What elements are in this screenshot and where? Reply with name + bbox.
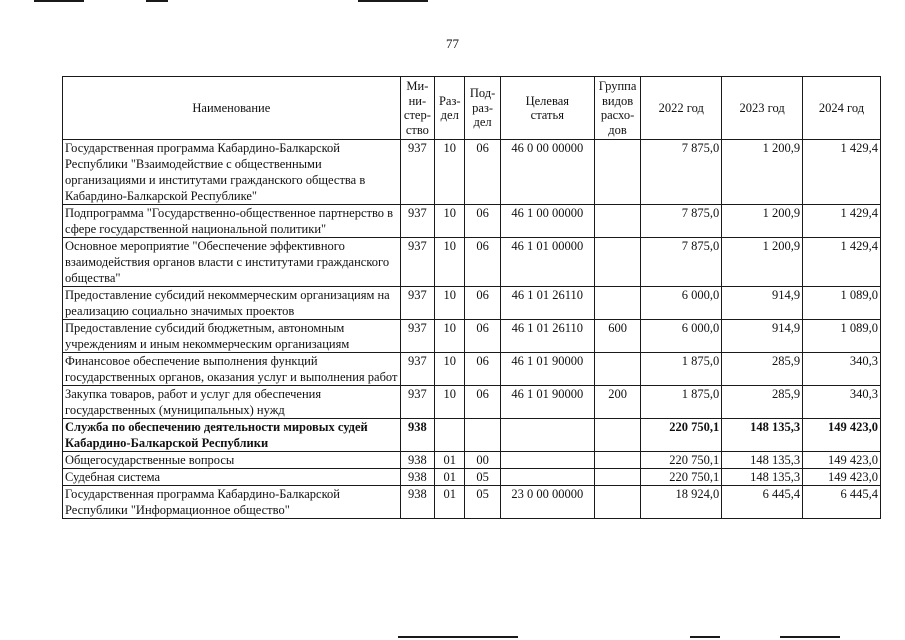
cell-subsection	[465, 419, 500, 452]
cell-name: Общегосударственные вопросы	[63, 452, 401, 469]
cell-subsection: 06	[465, 287, 500, 320]
header-ministry	[400, 77, 434, 140]
table-row	[63, 486, 881, 519]
cell-target: 46 1 01 00000	[500, 238, 594, 287]
cell-ministry: 937	[400, 287, 434, 320]
cell-ministry: 937	[400, 353, 434, 386]
header-name-label: Наименование	[192, 100, 271, 115]
cell-y2022: 7 875,0	[641, 205, 722, 238]
cell-target	[500, 452, 594, 469]
cell-name: Финансовое обеспечение выполнения функций государственных органов, оказания услуг и выполнения работ	[63, 353, 401, 386]
cell-y2022: 1 875,0	[641, 353, 722, 386]
header-subsection	[465, 77, 500, 140]
scan-artifact-line	[358, 0, 428, 2]
cell-subsection: 06	[465, 353, 500, 386]
cell-y2022: 6 000,0	[641, 287, 722, 320]
cell-y2024: 149 423,0	[803, 469, 881, 486]
cell-y2024: 6 445,4	[803, 486, 881, 519]
cell-subsection: 06	[465, 140, 500, 205]
cell-y2023: 1 200,9	[722, 205, 803, 238]
cell-y2022: 7 875,0	[641, 140, 722, 205]
cell-name: Предоставление субсидий некоммерческим организациям на реализацию социально значимых проектов	[63, 287, 401, 320]
cell-target: 46 0 00 00000	[500, 140, 594, 205]
table-row	[63, 386, 881, 419]
cell-y2023: 148 135,3	[722, 419, 803, 452]
cell-ministry: 938	[400, 452, 434, 469]
cell-ministry: 937	[400, 238, 434, 287]
cell-target	[500, 469, 594, 486]
cell-expense-group	[594, 486, 641, 519]
cell-y2023: 285,9	[722, 386, 803, 419]
cell-y2022: 220 750,1	[641, 469, 722, 486]
cell-expense-group: 200	[594, 386, 641, 419]
cell-y2022: 220 750,1	[641, 419, 722, 452]
cell-y2024: 1 089,0	[803, 287, 881, 320]
cell-y2023: 6 445,4	[722, 486, 803, 519]
cell-section: 10	[435, 320, 465, 353]
cell-expense-group: 600	[594, 320, 641, 353]
header-2024	[803, 77, 881, 140]
cell-name: Служба по обеспечению деятельности мировых судей Кабардино-Балкарской Республики	[63, 419, 401, 452]
cell-name: Подпрограмма "Государственно-общественное партнерство в сфере государственной национальной политики"	[63, 205, 401, 238]
cell-expense-group	[594, 205, 641, 238]
cell-subsection: 06	[465, 320, 500, 353]
cell-y2022: 6 000,0	[641, 320, 722, 353]
cell-y2024: 1 429,4	[803, 140, 881, 205]
cell-section: 01	[435, 486, 465, 519]
cell-y2023: 1 200,9	[722, 238, 803, 287]
header-target	[500, 77, 594, 140]
cell-section: 10	[435, 287, 465, 320]
cell-y2023: 285,9	[722, 353, 803, 386]
cell-ministry: 938	[400, 469, 434, 486]
cell-target: 23 0 00 00000	[500, 486, 594, 519]
page-number: 77	[446, 36, 459, 51]
table-row	[63, 205, 881, 238]
cell-y2024: 340,3	[803, 353, 881, 386]
header-expense-group	[594, 77, 641, 140]
cell-subsection: 00	[465, 452, 500, 469]
cell-y2024: 149 423,0	[803, 419, 881, 452]
table-row	[63, 452, 881, 469]
cell-ministry: 937	[400, 205, 434, 238]
cell-y2024: 340,3	[803, 386, 881, 419]
cell-y2023: 914,9	[722, 320, 803, 353]
cell-section: 01	[435, 469, 465, 486]
scan-artifact-line	[34, 0, 84, 2]
scan-artifact-line	[398, 636, 518, 638]
table-row	[63, 469, 881, 486]
cell-name: Судебная система	[63, 469, 401, 486]
cell-ministry: 938	[400, 486, 434, 519]
header-expense-group-label: Группа видов расхо- дов	[598, 79, 637, 137]
cell-expense-group	[594, 140, 641, 205]
cell-expense-group	[594, 419, 641, 452]
cell-y2022: 220 750,1	[641, 452, 722, 469]
cell-y2022: 7 875,0	[641, 238, 722, 287]
table-body	[63, 140, 881, 519]
header-target-label: Целевая статья	[525, 93, 569, 122]
header-subsection-label: Под- раз- дел	[469, 86, 496, 130]
cell-subsection: 06	[465, 386, 500, 419]
cell-name: Государственная программа Кабардино-Балкарской Республики "Взаимодействие с общественными организациями и институтами гражданского общества в Кабардино-Балкарской Республике"	[63, 140, 401, 205]
scan-artifact-line	[780, 636, 840, 638]
header-2023	[722, 77, 803, 140]
cell-y2024: 1 089,0	[803, 320, 881, 353]
cell-name: Государственная программа Кабардино-Балкарской Республики "Информационное общество"	[63, 486, 401, 519]
cell-subsection: 06	[465, 205, 500, 238]
scan-artifact-line	[690, 636, 720, 638]
header-2022-label: 2022 год	[658, 100, 704, 115]
cell-ministry: 937	[400, 386, 434, 419]
cell-name: Закупка товаров, работ и услуг для обеспечения государственных (муниципальных) нужд	[63, 386, 401, 419]
table-row	[63, 419, 881, 452]
table-row	[63, 287, 881, 320]
cell-section: 01	[435, 452, 465, 469]
table-row	[63, 140, 881, 205]
cell-y2024: 149 423,0	[803, 452, 881, 469]
cell-target: 46 1 01 90000	[500, 386, 594, 419]
cell-section: 10	[435, 353, 465, 386]
cell-target: 46 1 01 26110	[500, 320, 594, 353]
cell-expense-group	[594, 287, 641, 320]
budget-table	[62, 76, 881, 519]
cell-target: 46 1 01 26110	[500, 287, 594, 320]
cell-y2023: 148 135,3	[722, 452, 803, 469]
cell-subsection: 06	[465, 238, 500, 287]
header-2023-label: 2023 год	[739, 100, 785, 115]
header-ministry-label: Ми- ни- стер- ство	[403, 79, 431, 137]
cell-ministry: 938	[400, 419, 434, 452]
cell-y2023: 1 200,9	[722, 140, 803, 205]
table-header-row	[63, 77, 881, 140]
header-2022	[641, 77, 722, 140]
cell-target	[500, 419, 594, 452]
cell-y2024: 1 429,4	[803, 205, 881, 238]
cell-expense-group	[594, 353, 641, 386]
cell-section: 10	[435, 140, 465, 205]
cell-section	[435, 419, 465, 452]
cell-subsection: 05	[465, 486, 500, 519]
cell-name: Предоставление субсидий бюджетным, автономным учреждениям и иным некоммерческим организациям	[63, 320, 401, 353]
scan-artifact-line	[146, 0, 168, 2]
cell-y2023: 914,9	[722, 287, 803, 320]
header-name	[63, 77, 401, 140]
header-section	[435, 77, 465, 140]
cell-y2022: 18 924,0	[641, 486, 722, 519]
table-row	[63, 353, 881, 386]
header-2024-label: 2024 год	[818, 100, 865, 115]
cell-ministry: 937	[400, 140, 434, 205]
cell-y2023: 148 135,3	[722, 469, 803, 486]
cell-subsection: 05	[465, 469, 500, 486]
cell-expense-group	[594, 469, 641, 486]
cell-y2022: 1 875,0	[641, 386, 722, 419]
cell-section: 10	[435, 386, 465, 419]
table-row	[63, 238, 881, 287]
cell-ministry: 937	[400, 320, 434, 353]
cell-target: 46 1 01 90000	[500, 353, 594, 386]
cell-target: 46 1 00 00000	[500, 205, 594, 238]
cell-section: 10	[435, 205, 465, 238]
cell-expense-group	[594, 452, 641, 469]
table-row	[63, 320, 881, 353]
header-section-label: Раз- дел	[438, 93, 461, 122]
cell-expense-group	[594, 238, 641, 287]
cell-name: Основное мероприятие "Обеспечение эффективного взаимодействия органов власти с институтами гражданского общества"	[63, 238, 401, 287]
cell-section: 10	[435, 238, 465, 287]
cell-y2024: 1 429,4	[803, 238, 881, 287]
